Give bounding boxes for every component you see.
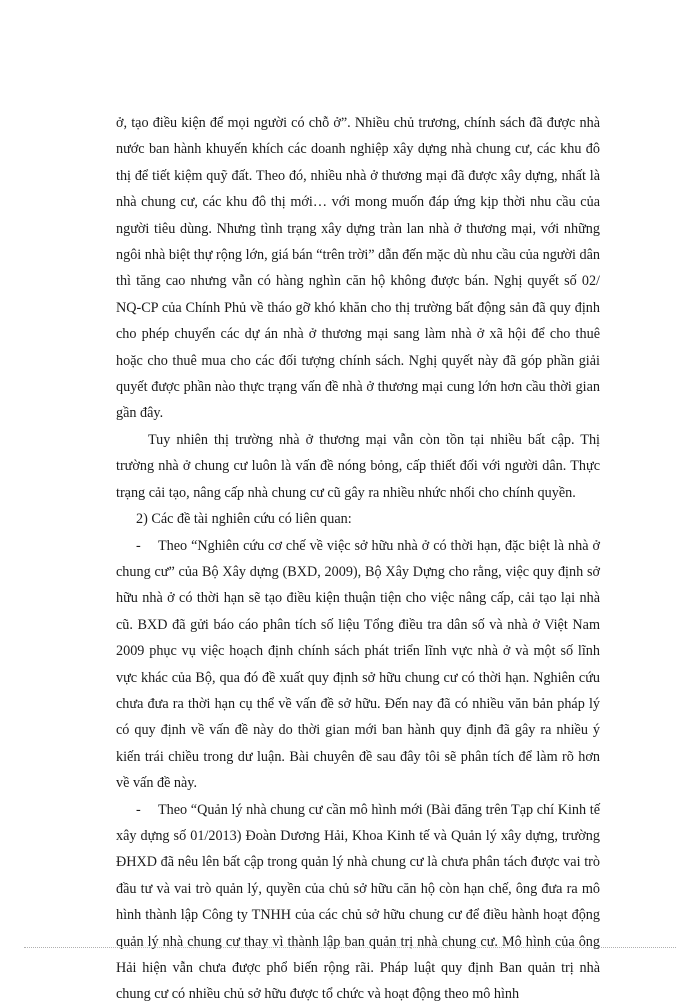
bullet-item-1 — [116, 533, 600, 797]
paragraph-1: ở, tạo điều kiện để mọi người có chỗ ở”. Nhiều chủ trương, chính sách đã được nhà nước ban hành khuyến khích các doanh nghiệp xây dựng nhà chung cư, các khu đô thị để tiết kiệm quỹ đất. Theo đó, nhiều nhà ở thương mại đã được xây dựng, nhất là nhà chung cư, các khu đô thị mới… với mong muốn đáp ứng kịp thời nhu cầu của người tiêu dùng. Nhưng tình trạng xây dựng tràn lan nhà ở thương mại, với những ngôi nhà biệt thự rộng lớn, giá bán “trên trời” dẫn đến mặc dù nhu cầu của người dân thì tăng cao nhưng vẫn có hàng nghìn căn hộ không được bán. Nghị quyết số 02/ NQ-CP của Chính Phủ về tháo gỡ khó khăn cho thị trường bất động sản đã quy định cho phép chuyển các dự án nhà ở thương mại sang làm nhà ở xã hội để cho thuê hoặc cho thuê mua cho các đối tượng chính sách. Nghị quyết này đã góp phần giải quyết được phần nào thực trạng vấn đề nhà ở thương mại cung lớn hơn cầu thời gian gần đây. — [116, 115, 600, 422]
bullet-item-1-text: Theo “Nghiên cứu cơ chế về việc sở hữu nhà ở có thời hạn, đặc biệt là nhà ở chung cư” của Bộ Xây dựng (BXD, 2009), Bộ Xây Dựng cho rằng, việc quy định sở hữu nhà ở có thời hạn sẽ tạo điều kiện thuận tiện cho việc nâng cấp, cải tạo lại nhà cũ. BXD đã gửi báo cáo phân tích số liệu Tổng điều tra dân số và nhà ở Việt Nam 2009 phục vụ việc hoạch định chính sách phát triển lĩnh vực nhà ở và một số lĩnh vực khác của Bộ, qua đó đề xuất quy định sở hữu chung cư có thời hạn. Nghiên cứu chưa đưa ra thời hạn cụ thể về vấn đề sở hữu. Đến nay đã có nhiều văn bản pháp lý có quy định về vấn đề này do thời gian mới ban hành quy định đã gây ra nhiều ý kiến trái chiều trong dư luận. Bài chuyên đề sau đây tôi sẽ phân tích để làm rõ hơn về vấn đề này. — [116, 537, 600, 792]
bullet-dash: - — [136, 537, 141, 554]
bullet-item-2-text: Theo “Quản lý nhà chung cư cần mô hình mới (Bài đăng trên Tạp chí Kinh tế xây dựng số 01/2013) Đoàn Dương Hải, Khoa Kinh tế và Quản lý xây dựng, trường ĐHXD đã nêu lên bất cập trong quản lý nhà chung cư là chưa phân tách được vai trò đầu tư và vai trò quản lý, quyền của chủ sở hữu căn hộ còn hạn chế, ông đưa ra mô hình thành lập Công ty TNHH của các chủ sở hữu chung cư để điều hành hoạt động quản lý nhà chung cư thay vì thành lập ban quản trị nhà chung cư. Mô hình của ông Hải hiện vẫn chưa được phổ biến rộng rãi. Pháp luật quy định Ban quản trị nhà chung cư có nhiều chủ sở hữu được tổ chức và hoạt động theo mô hình — [116, 801, 600, 1003]
paragraph-2: Tuy nhiên thị trường nhà ở thương mại vẫn còn tồn tại nhiều bất cập. Thị trường nhà ở chung cư luôn là vấn đề nóng bỏng, cấp thiết đối với người dân. Thực trạng cải tạo, nâng cấp nhà chung cư cũ gây ra nhiều nhức nhối cho chính quyền. — [116, 431, 600, 501]
bullet-item-2 — [116, 797, 600, 1008]
bullet-dash: - — [136, 801, 141, 818]
section-heading: 2) Các đề tài nghiên cứu có liên quan: — [136, 511, 352, 528]
body-text — [116, 110, 600, 1008]
page-bottom-divider — [24, 947, 676, 948]
